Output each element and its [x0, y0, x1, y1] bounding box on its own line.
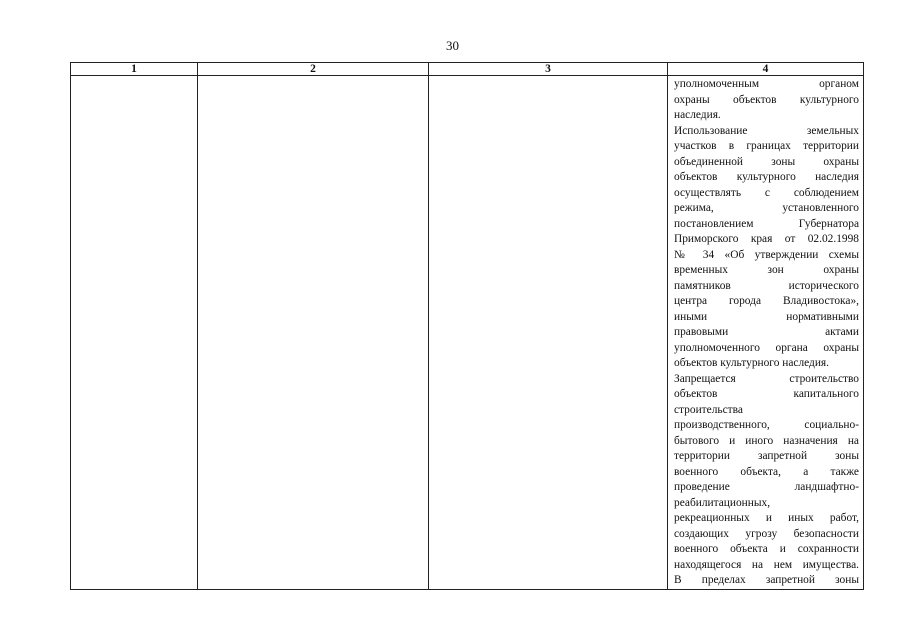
text-line: строительства: [674, 403, 743, 416]
text-line: постановлением Губернатора: [674, 217, 859, 230]
text-line: участков в границах территории: [674, 140, 859, 152]
text-line: Использование земельных: [674, 124, 859, 137]
text-line: объектов культурного наследия: [674, 171, 859, 183]
text-line: уполномоченного органа охраны: [674, 341, 859, 354]
text-line: № 34 «Об утверждении схемы: [674, 248, 859, 261]
text-line: иными нормативными: [674, 310, 859, 323]
text-line: бытового и иного назначения на: [674, 434, 859, 447]
table-cell-col3: [429, 76, 668, 590]
text-line: Приморского края от 02.02.1998: [674, 233, 859, 245]
text-line: рекреационных и иных работ,: [674, 512, 859, 524]
column-header-4: 4: [668, 63, 864, 76]
column-header-2: 2: [198, 63, 429, 76]
document-table: [70, 62, 864, 590]
text-line: проведение ландшафтно-: [674, 481, 859, 493]
text-line: режима, установленного: [674, 202, 859, 214]
text-line: Запрещается строительство: [674, 372, 859, 385]
text-line: временных зон охраны: [674, 264, 859, 276]
text-line: В пределах запретной зоны: [674, 574, 859, 586]
text-line: находящегося на нем имущества.: [674, 558, 859, 571]
text-line: создающих угрозу безопасности: [674, 527, 859, 540]
page-number: 30: [446, 38, 459, 53]
text-line: памятников исторического: [674, 279, 859, 292]
text-line: наследия.: [674, 109, 721, 121]
text-line: охраны объектов культурного: [674, 93, 859, 106]
table-cell-col4: [668, 76, 864, 590]
text-line: правовыми актами: [674, 326, 859, 338]
col4-text: [668, 76, 863, 589]
table-cell-col2: [198, 76, 429, 590]
text-line: реабилитационных,: [674, 496, 771, 509]
text-line: производственного, социально-: [674, 419, 859, 431]
text-line: центра города Владивостока»,: [674, 295, 859, 307]
text-line: военного объекта, а также: [674, 465, 859, 478]
text-line: объектов культурного наследия.: [674, 357, 830, 369]
text-line: военного объекта и сохранности: [674, 543, 859, 555]
table-header-row: [71, 63, 864, 76]
column-header-1: 1: [71, 63, 198, 76]
text-line: объектов капитального: [674, 388, 859, 400]
text-line: объединенной зоны охраны: [674, 155, 859, 168]
table-row: [71, 76, 864, 590]
column-header-3: 3: [429, 63, 668, 76]
text-line: территории запретной зоны: [674, 450, 859, 462]
text-line: уполномоченным органом: [674, 78, 859, 90]
table-cell-col1: [71, 76, 198, 590]
text-line: осуществлять с соблюдением: [674, 186, 859, 199]
